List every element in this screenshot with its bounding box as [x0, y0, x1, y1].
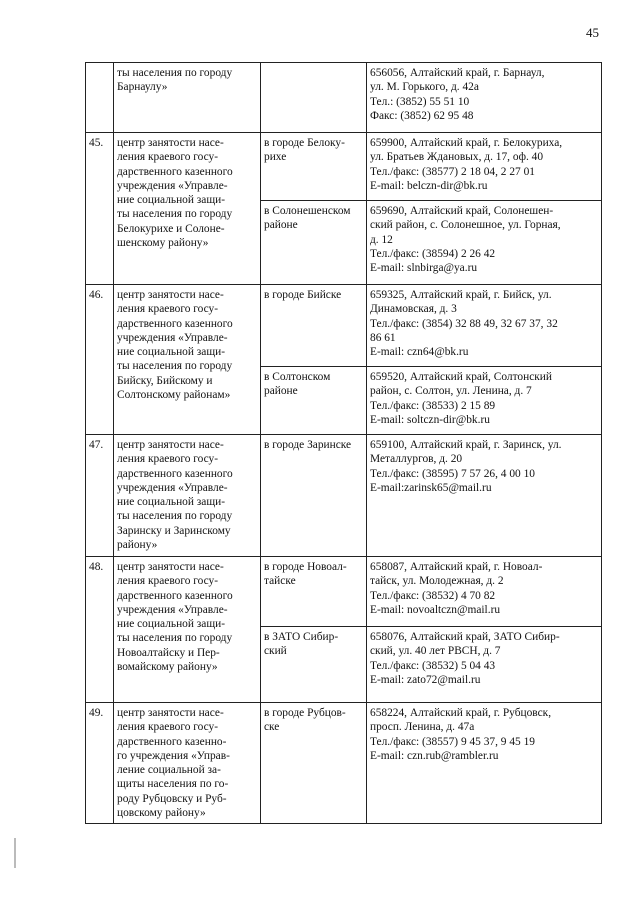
organization-cell: центр занятости насе- ления краевого госу- дарственного казенного учреждения «Управле- ние социальной защи- ты населения по городу Белокурихе и Солоне- шенскому району» [114, 133, 261, 285]
address-cell: 659690, Алтайский край, Солонешен- ский район, с. Солонешное, ул. Горная, д. 12 Тел./факс: (38594) 2 26 42 E-mail: slnbirga@ya.ru [367, 201, 602, 285]
row-number: 46. [86, 285, 114, 435]
address-cell: 659100, Алтайский край, г. Заринск, ул. Металлургов, д. 20 Тел./факс: (38595) 7 57 26, 4 00 10 E-mail:zarinsk65@mail.ru [367, 435, 602, 557]
table-row [86, 435, 602, 557]
location-cell: в городе Заринске [261, 435, 367, 557]
table-row [86, 703, 602, 824]
table-row [86, 133, 602, 201]
scan-edge-mark [14, 838, 16, 868]
address-cell: 659520, Алтайский край, Солтонский район, с. Солтон, ул. Ленина, д. 7 Тел./факс: (38533) 2 15 89 E-mail: soltczn-dir@bk.ru [367, 367, 602, 435]
location-cell [261, 63, 367, 133]
address-cell: 659325, Алтайский край, г. Бийск, ул. Динамовская, д. 3 Тел./факс: (3854) 32 88 49, 32 67 37, 32 86 61 E-mail: czn64@bk.ru [367, 285, 602, 367]
organization-cell: центр занятости насе- ления краевого госу- дарственного казенного учреждения «Управле- ние социальной защи- ты населения по городу Заринску и Заринскому району» [114, 435, 261, 557]
address-cell: 659900, Алтайский край, г. Белокуриха, ул. Братьев Ждановых, д. 17, оф. 40 Тел./факс: (38577) 2 18 04, 2 27 01 E-mail: belczn-dir@bk.ru [367, 133, 602, 201]
row-number: 49. [86, 703, 114, 824]
row-number: 47. [86, 435, 114, 557]
page-number: 45 [586, 25, 599, 40]
organization-cell: центр занятости насе- ления краевого госу- дарственного казенного учреждения «Управле- ние социальной защи- ты населения по городу Бийску, Бийскому и Солтонскому районам» [114, 285, 261, 435]
address-cell: 658224, Алтайский край, г. Рубцовск, просп. Ленина, д. 47а Тел./факс: (38557) 9 45 37, 9 45 19 E-mail: czn.rub@rambler.ru [367, 703, 602, 824]
employment-centers-table [85, 62, 602, 824]
location-cell: в Солонешенском районе [261, 201, 367, 285]
location-cell: в городе Рубцов- ске [261, 703, 367, 824]
location-cell: в городе Белоку- рихе [261, 133, 367, 201]
location-cell: в Солтонском районе [261, 367, 367, 435]
location-cell: в городе Новоал- тайске [261, 557, 367, 627]
table-row [86, 63, 602, 133]
address-cell: 656056, Алтайский край, г. Барнаул, ул. М. Горького, д. 42а Тел.: (3852) 55 51 10 Факс: (3852) 62 95 48 [367, 63, 602, 133]
row-number [86, 63, 114, 133]
row-number: 45. [86, 133, 114, 285]
location-cell: в ЗАТО Сибир- ский [261, 627, 367, 703]
table-row [86, 285, 602, 367]
organization-cell: центр занятости насе- ления краевого госу- дарственного казенного учреждения «Управле- ние социальной защи- ты населения по городу Новоалтайску и Пер- вомайскому району» [114, 557, 261, 703]
organization-cell: ты населения по городу Барнаулу» [114, 63, 261, 133]
address-cell: 658076, Алтайский край, ЗАТО Сибир- ский, ул. 40 лет РВСН, д. 7 Тел./факс: (38532) 5 04 43 E-mail: zato72@mail.ru [367, 627, 602, 703]
location-cell: в городе Бийске [261, 285, 367, 367]
organization-cell: центр занятости насе- ления краевого госу- дарственного казенно- го учреждения «Управ- ление социальной за- щиты населения по го- роду Рубцовску и Руб- цовскому району» [114, 703, 261, 824]
table-row [86, 557, 602, 627]
address-cell: 658087, Алтайский край, г. Новоал- тайск, ул. Молодежная, д. 2 Тел./факс: (38532) 4 70 82 E-mail: novoaltczn@mail.ru [367, 557, 602, 627]
row-number: 48. [86, 557, 114, 703]
